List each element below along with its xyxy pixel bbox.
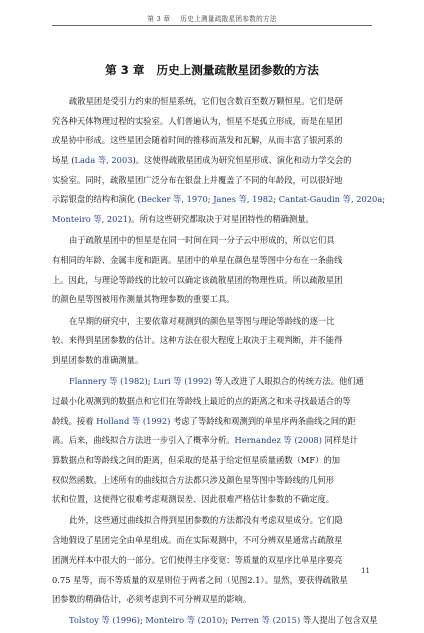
chapter-number: 第 3 章 xyxy=(105,63,145,77)
text-line xyxy=(52,471,372,491)
text-segment: 含地假设了星团完全由单星组成。而在实际观测中，不可分辨双星通常占疏散星 xyxy=(52,535,343,546)
paragraph xyxy=(52,92,386,230)
citation-link[interactable]: Hernandez 等 (2008) xyxy=(234,435,323,446)
text-segment: 团参数的精确估计，必须考虑到不可分辨双星的影响。 xyxy=(52,594,252,605)
text-segment: 同样是计 xyxy=(322,435,358,446)
text-segment: 到星团参数的准确测量。 xyxy=(52,354,144,365)
text-line xyxy=(52,251,372,271)
text-line xyxy=(52,372,372,392)
text-segment: 在早期的研究中，主要依靠对观测到的颜色星等图与理论等龄线的逐一比 xyxy=(69,315,335,326)
paragraph xyxy=(52,312,372,371)
citation-link[interactable]: Monteiro 等 (2010) xyxy=(145,615,226,626)
text-segment: 算数据点和等龄线之间的距离，但采取的是基于给定恒星质量函数（MF）的加 xyxy=(52,454,341,465)
text-segment: 究各种天体物理过程的实验室。人们普遍认为，恒星不是孤立形成，而是在星团 xyxy=(52,115,343,126)
paragraph xyxy=(52,611,378,631)
citation-link[interactable]: Perren 等 (2015) xyxy=(230,615,301,626)
text-segment: 较、来得到星团参数的估计。这种方法在很大程度上取决于主观判断，并不能得 xyxy=(52,335,343,346)
text-segment: ; xyxy=(139,615,146,626)
text-line xyxy=(52,231,372,251)
text-segment: 疏散星团是受引力约束的恒星系统，它们包含数百至数万颗恒星。它们是研 xyxy=(69,96,343,106)
text-line xyxy=(52,351,372,371)
citation-link[interactable]: Luri 等 (1992) xyxy=(153,376,212,387)
page-number: 11 xyxy=(361,567,370,575)
text-segment: 场星 ( xyxy=(52,155,75,166)
text-line xyxy=(52,92,372,112)
text-segment: 实验室。同时，疏散星团广泛分布在银盘上并覆盖了不同的年龄段，可以很好地 xyxy=(52,174,343,185)
paragraph xyxy=(52,231,372,310)
running-head xyxy=(52,13,372,23)
text-line xyxy=(52,611,378,631)
text-segment: 过最小化观测到的数据点和它们在等龄线上最近的点的距离之和来寻找最适合的等 xyxy=(52,395,351,406)
text-line xyxy=(52,171,372,191)
citation-link[interactable]: Janes 等, 1982 xyxy=(213,194,274,205)
text-segment: 龄线。接着 xyxy=(52,415,97,426)
citation-link[interactable]: Lada 等, 2003 xyxy=(74,155,133,166)
text-line xyxy=(52,290,372,310)
text-segment: ; xyxy=(382,194,386,205)
text-segment: 此外，这些通过曲线拟合得到星团参数的方法都没有考虑双星成分。它们隐 xyxy=(69,515,343,526)
text-line xyxy=(52,112,372,132)
text-segment: 由于疏散星团中的恒星是在同一时间在同一分子云中形成的，所以它们具 xyxy=(69,235,335,246)
text-segment: 的颜色星等图被用作测量其物理参数的重要工具。 xyxy=(52,294,235,305)
text-segment: ; xyxy=(273,194,279,205)
text-line xyxy=(52,271,372,291)
text-line xyxy=(52,210,372,230)
running-head-chapter: 第 3 章 xyxy=(147,15,171,23)
text-line xyxy=(52,412,372,432)
text-segment: )。所有这些研究都取决于对星团特性的精确测量。 xyxy=(128,214,314,225)
citation-link[interactable]: Monteiro 等, 2021 xyxy=(52,214,129,225)
text-line xyxy=(52,131,372,151)
text-line xyxy=(52,511,372,531)
text-line xyxy=(52,392,372,412)
text-line xyxy=(52,590,372,610)
chapter-title xyxy=(0,62,424,78)
text-segment: ; xyxy=(147,376,154,387)
text-line xyxy=(52,571,372,591)
text-segment: 等人改进了人眼拟合的传统方法。他们通 xyxy=(211,376,364,387)
text-line xyxy=(52,531,372,551)
text-line xyxy=(52,312,372,332)
text-segment: ; xyxy=(207,194,214,205)
text-line xyxy=(52,151,372,171)
body-text xyxy=(52,92,386,633)
text-segment: 有相同的年龄、金属丰度和距离。星团中的单星在颜色星等图中分布在一条曲线 xyxy=(52,255,343,265)
citation-link[interactable]: Flannery 等 (1982) xyxy=(69,376,148,387)
paragraph xyxy=(52,372,372,510)
text-segment: 上。因此，与理论等龄线的比较可以确定该疏散星团的物理性质。所以疏散星团 xyxy=(52,274,343,285)
text-line xyxy=(52,431,372,451)
text-segment: 权似然函数。上述所有的曲线拟合方法都只涉及颜色星等图中等龄线的几何形 xyxy=(52,474,335,485)
text-segment: 状和位置，这使得它很难考虑观测误差、因此很难严格估计参数的不确定度。 xyxy=(52,494,335,505)
text-segment: 考虑了等龄线和观测到的单星序两条曲线之间的距 xyxy=(170,415,356,426)
chapter-title-text: 历史上测量疏散星团参数的方法 xyxy=(156,63,319,77)
text-segment: 示踪银盘的结构和演化 ( xyxy=(52,194,141,205)
text-segment: 0.75 星等，而不等质量的双星则位于两者之间（见图2.1）。显然，要获得疏散星 xyxy=(52,574,348,585)
text-line xyxy=(52,551,372,571)
citation-link[interactable]: Holland 等 (1992) xyxy=(96,415,171,426)
text-line xyxy=(52,451,372,471)
running-head-title: 历史上测量疏散星团参数的方法 xyxy=(180,15,277,23)
text-line xyxy=(52,190,386,210)
text-segment: 团测光样本中很大的一部分。它们使得主序变宽：等质量的双星序比单星序要亮 xyxy=(52,554,343,565)
text-segment: 等人提出了包含双星 xyxy=(300,615,378,626)
citation-link[interactable]: Becker 等, 1970 xyxy=(140,194,208,205)
citation-link[interactable]: Tolstoy 等 (1996) xyxy=(69,615,140,626)
header-rule xyxy=(52,25,372,26)
text-line xyxy=(52,331,372,351)
text-line xyxy=(52,490,372,510)
paragraph xyxy=(52,511,372,609)
text-segment: ; xyxy=(225,615,231,626)
text-segment: 离。后来，曲线拟合方法进一步引入了概率分析。 xyxy=(52,435,235,446)
text-segment: )。这使得疏散星团成为研究恒星形成、演化和动力学交会的 xyxy=(132,155,352,166)
text-segment: 或星协中形成。这些星团会随着时间的推移而蒸发和瓦解，从而丰富了银河系的 xyxy=(52,135,343,146)
citation-link[interactable]: Cantat-Gaudin 等, 2020a xyxy=(278,194,383,205)
